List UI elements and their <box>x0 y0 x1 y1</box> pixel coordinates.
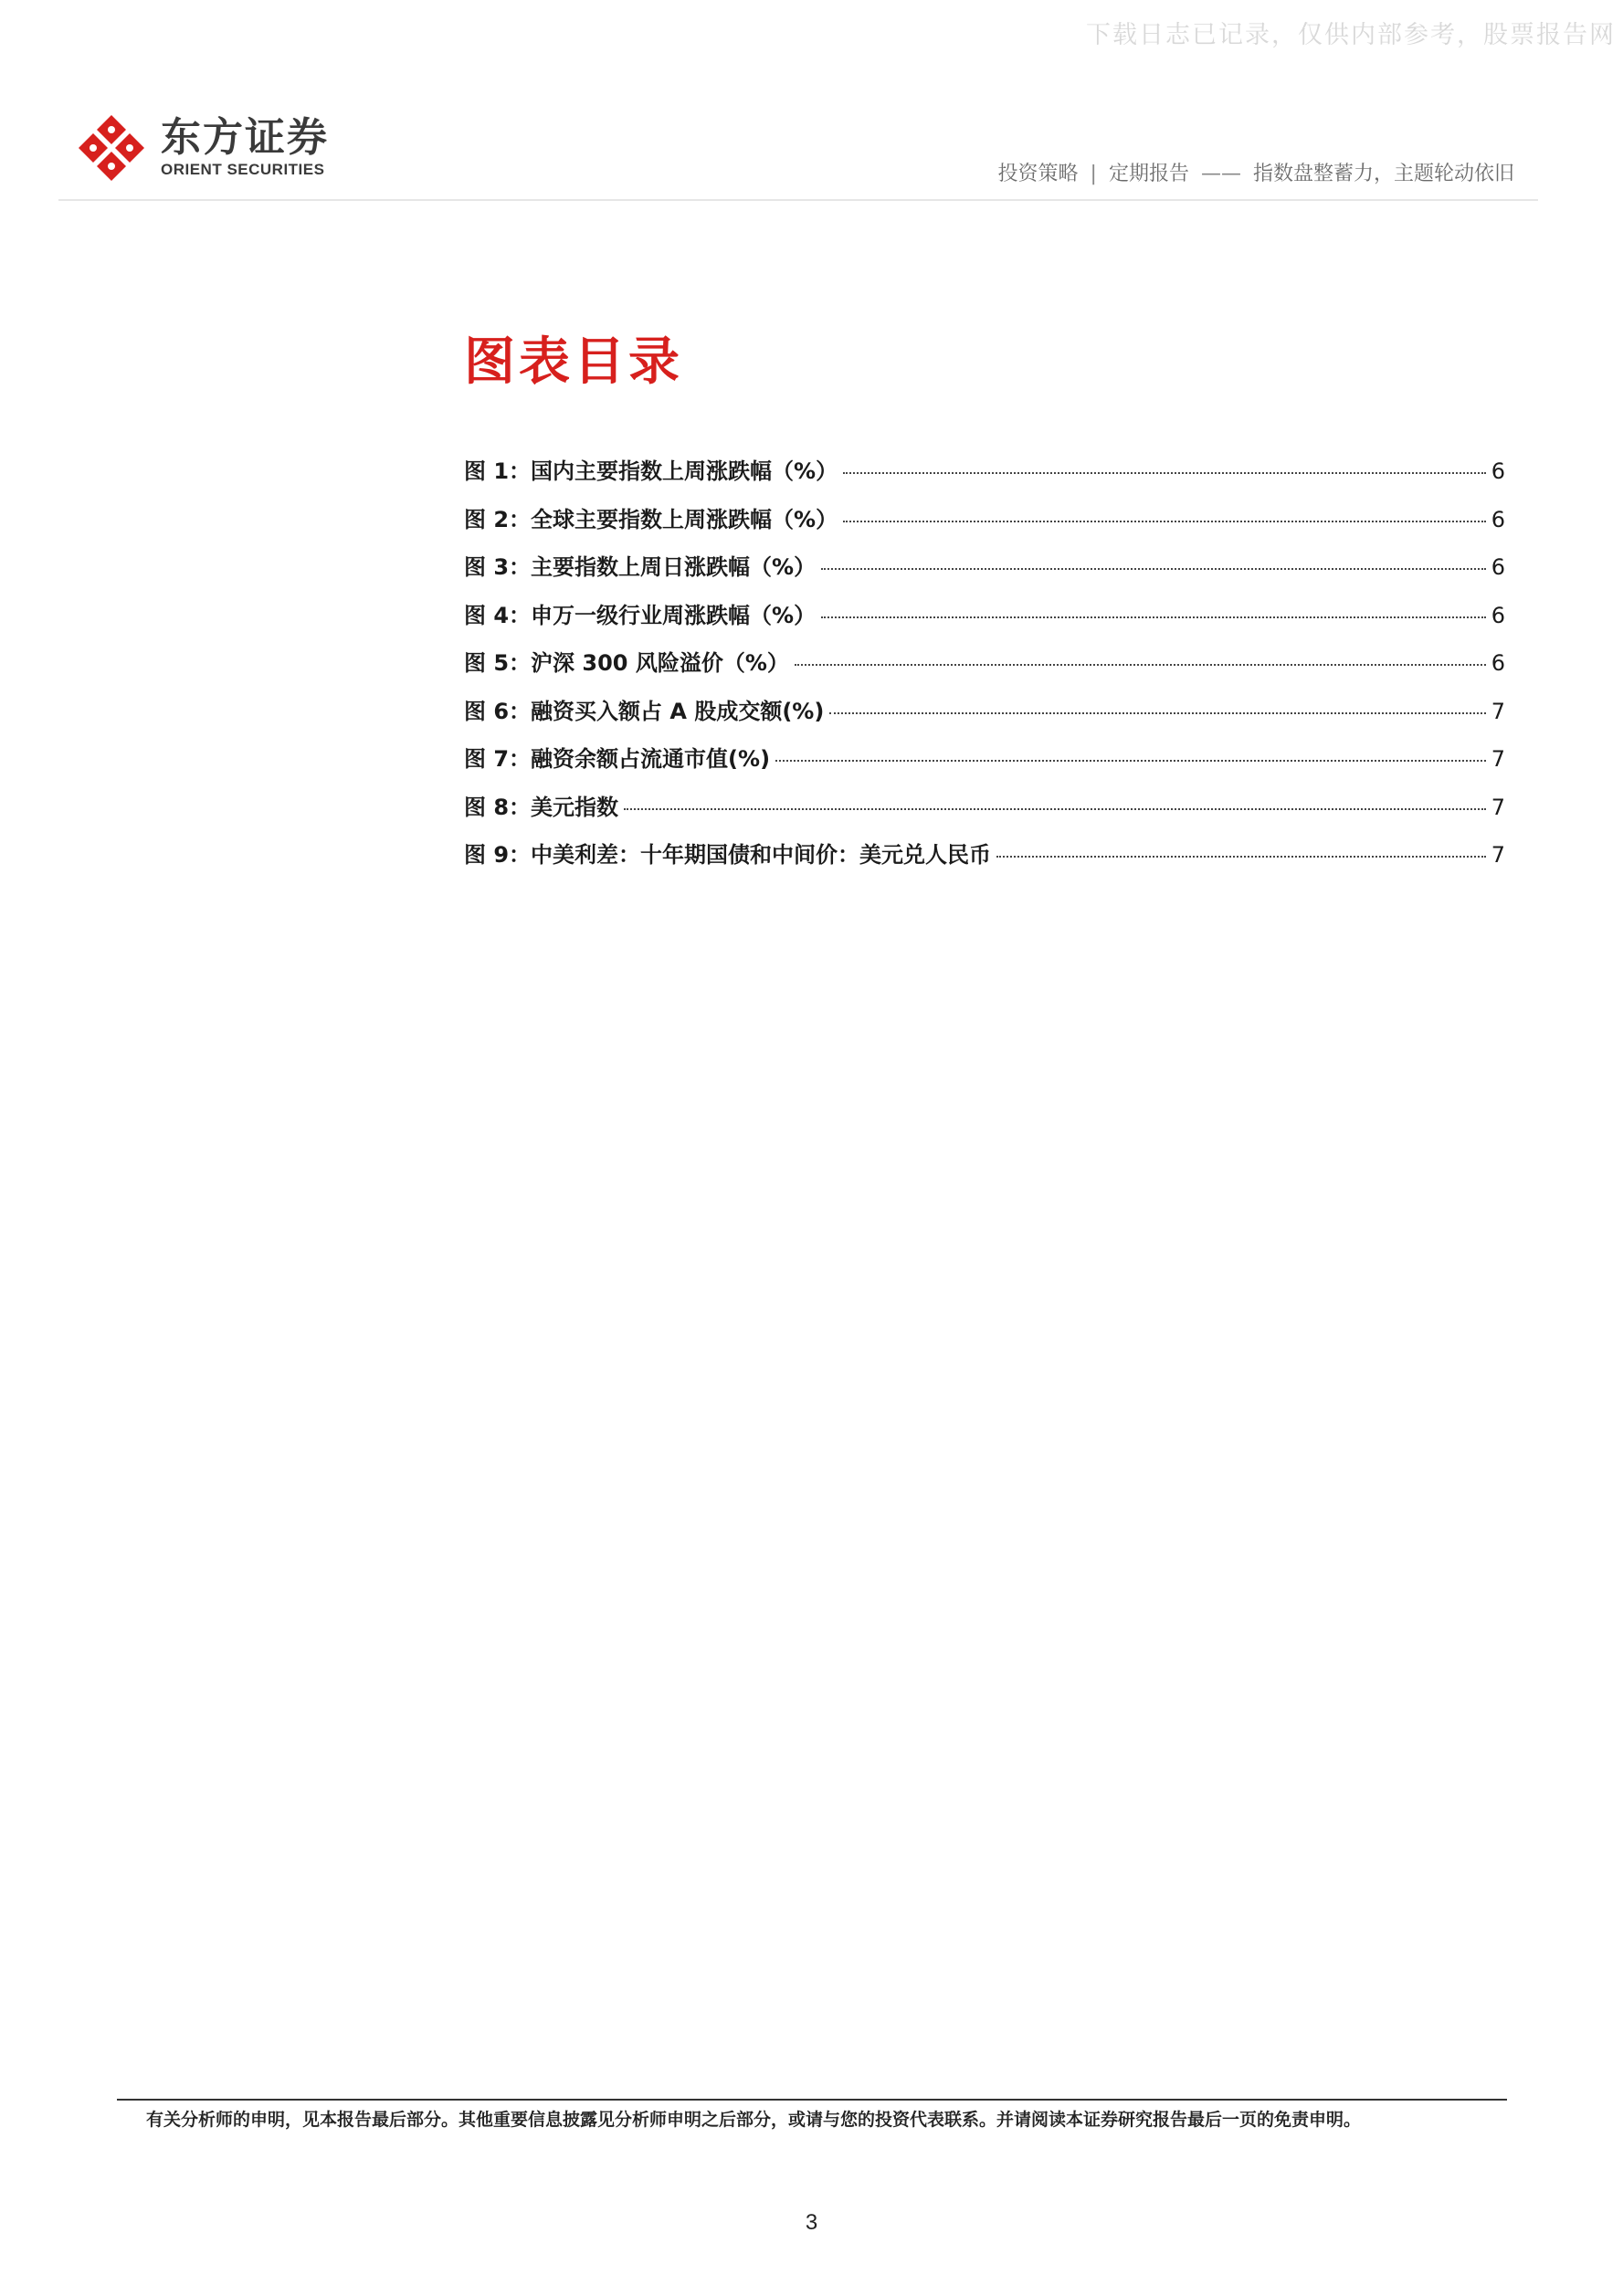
toc-dot-leader <box>996 856 1486 858</box>
toc-entry-page: 7 <box>1491 746 1505 772</box>
toc-list <box>464 453 1505 885</box>
toc-entry-label: 图 1：国内主要指数上周涨跌幅（%） <box>464 458 838 484</box>
toc-entry-label: 图 6：融资买入额占 A 股成交额(%) <box>464 698 825 724</box>
report-meta <box>998 158 1514 186</box>
toc-entry-label: 图 2：全球主要指数上周涨跌幅（%） <box>464 506 838 532</box>
toc-entry-page: 7 <box>1491 842 1505 868</box>
page-header <box>58 99 1538 201</box>
toc-entry-label: 图 9：中美利差：十年期国债和中间价：美元兑人民币 <box>464 842 992 868</box>
toc-entry[interactable] <box>464 597 1505 646</box>
toc-entry[interactable] <box>464 789 1505 837</box>
toc-entry-label: 图 3：主要指数上周日涨跌幅（%） <box>464 554 817 580</box>
toc-entry[interactable] <box>464 501 1505 550</box>
toc-entry-page: 6 <box>1491 650 1505 676</box>
toc-entry[interactable] <box>464 453 1505 501</box>
toc-entry[interactable] <box>464 837 1505 885</box>
toc-dot-leader <box>795 664 1486 666</box>
company-logo <box>75 111 329 184</box>
toc-dot-leader <box>843 521 1486 522</box>
toc-entry-page: 6 <box>1491 458 1505 484</box>
logo-chinese-name: 东方证券 <box>161 114 329 161</box>
toc-entry[interactable] <box>464 549 1505 597</box>
toc-entry[interactable] <box>464 741 1505 789</box>
orient-securities-logo-icon <box>75 111 148 184</box>
toc-dot-leader <box>821 568 1486 570</box>
logo-english-name: ORIENT SECURITIES <box>161 161 325 178</box>
toc-entry-label: 图 5：沪深 300 风险溢价（%） <box>464 650 789 676</box>
toc-dot-leader <box>624 808 1486 810</box>
footer-disclaimer: 有关分析师的申明，见本报告最后部分。其他重要信息披露见分析师申明之后部分，或请与您的投资代表联系。并请阅读本证券研究报告最后一页的免责申明。 <box>146 2110 1362 2130</box>
toc-entry-page: 6 <box>1491 506 1505 532</box>
toc-title: 图表目录 <box>464 332 683 392</box>
page-number: 3 <box>805 2210 818 2235</box>
toc-entry-label: 图 4：申万一级行业周涨跌幅（%） <box>464 602 817 628</box>
toc-entry-page: 6 <box>1491 602 1505 628</box>
toc-entry-label: 图 7：融资余额占流通市值(%) <box>464 746 771 772</box>
toc-entry-label: 图 8：美元指数 <box>464 794 619 820</box>
report-title: 指数盘整蓄力，主题轮动依旧 <box>1252 163 1514 185</box>
meta-dash: —— <box>1200 163 1241 185</box>
toc-entry-page: 6 <box>1491 554 1505 580</box>
toc-dot-leader <box>775 760 1486 762</box>
report-type: 定期报告 <box>1108 163 1189 185</box>
watermark-text: 下载日志已记录，仅供内部参考，股票报告网 <box>1086 21 1616 49</box>
toc-dot-leader <box>821 616 1486 618</box>
report-category: 投资策略 <box>997 163 1079 185</box>
toc-entry-page: 7 <box>1491 698 1505 724</box>
toc-entry[interactable] <box>464 645 1505 693</box>
meta-separator: | <box>1090 163 1097 185</box>
toc-dot-leader <box>843 472 1486 474</box>
toc-entry-page: 7 <box>1491 794 1505 820</box>
toc-dot-leader <box>829 712 1485 714</box>
footer-divider <box>117 2099 1507 2101</box>
toc-entry[interactable] <box>464 693 1505 742</box>
